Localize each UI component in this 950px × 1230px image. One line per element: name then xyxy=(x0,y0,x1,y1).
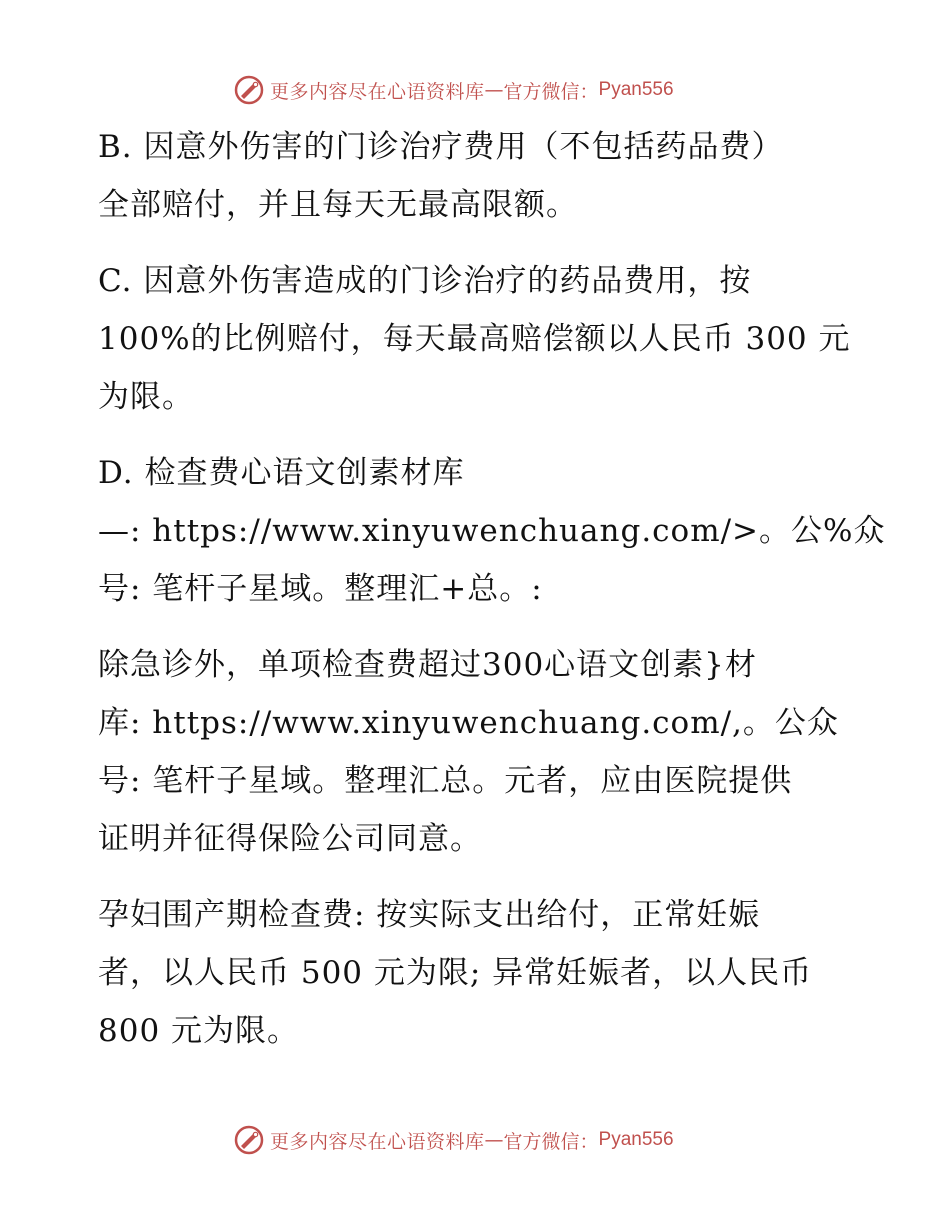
text-line: 证明并征得保险公司同意。 xyxy=(98,821,482,857)
pen-logo-icon xyxy=(234,1125,264,1155)
text-line: 为限。 xyxy=(98,379,194,415)
text-line: 者，以人民币 500 元为限; 异常妊娠者，以人民币 xyxy=(98,955,813,991)
text-line: D. 检查费心语文创素材库 xyxy=(98,455,465,491)
text-line: 全部赔付，并且每天无最高限额。 xyxy=(98,187,578,223)
paragraph-prenatal xyxy=(98,886,858,1060)
paragraph-b xyxy=(98,118,858,234)
paragraph-emergency xyxy=(98,636,858,868)
text-line: 号: 笔杆子星域。整理汇+总。: xyxy=(98,571,543,607)
text-line: —: https://www.xinyuwenchuang.com/>。公%众 xyxy=(98,513,886,549)
watermark-dash: — xyxy=(484,79,504,101)
watermark-main-text: 更多内容尽在心语资料库 xyxy=(270,1130,485,1153)
text-line: 100%的比例赔付，每天最高赔偿额以人民币 300 元 xyxy=(98,321,851,357)
paragraph-c xyxy=(98,252,858,426)
text-line: C. 因意外伤害造成的门诊治疗的药品费用，按 xyxy=(98,263,752,299)
text-line: 孕妇围产期检查费: 按实际支出给付，正常妊娠 xyxy=(98,897,761,933)
watermark-official-label: 官方微信： xyxy=(503,80,599,103)
text-line: 800 元为限。 xyxy=(98,1013,300,1049)
header-watermark xyxy=(234,72,674,108)
text-line: 除急诊外，单项检查费超过300心语文创素}材 xyxy=(98,647,757,683)
footer-watermark xyxy=(234,1122,674,1158)
pen-logo-icon xyxy=(234,75,264,105)
text-line: 号: 笔杆子星域。整理汇总。元者，应由医院提供 xyxy=(98,763,793,799)
paragraph-d xyxy=(98,444,886,618)
watermark-main-text: 更多内容尽在心语资料库 xyxy=(270,80,485,103)
text-line: B. 因意外伤害的门诊治疗费用（不包括药品费） xyxy=(98,129,784,165)
text-line: 库: https://www.xinyuwenchuang.com/,。公众 xyxy=(98,705,839,741)
watermark-official-label: 官方微信： xyxy=(503,1130,599,1153)
watermark-wechat-id: Pyan556 xyxy=(598,1129,674,1150)
watermark-dash: — xyxy=(484,1129,504,1151)
document-body xyxy=(98,118,886,1078)
watermark-wechat-id: Pyan556 xyxy=(598,79,674,100)
